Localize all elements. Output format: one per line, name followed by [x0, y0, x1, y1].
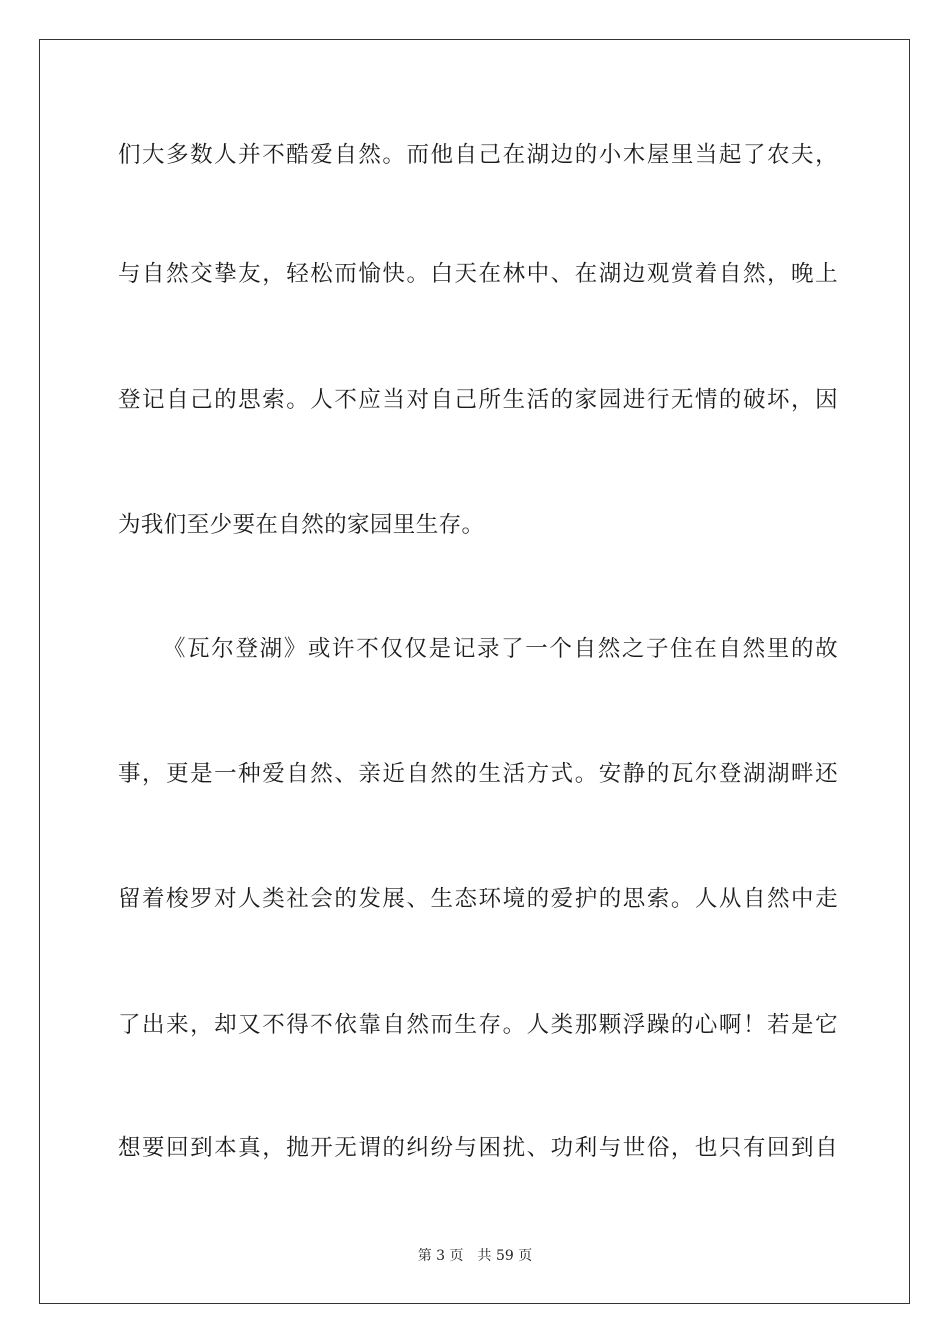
- paragraph-first-line: 《瓦尔登湖》或许不仅仅是记录了一个自然之子住在自然里的故: [163, 636, 838, 662]
- text-line: 留着梭罗对人类社会的发展、生态环境的爱护的思索。人从自然中走: [118, 886, 838, 912]
- text-line: 了出来，却又不得不依靠自然而生存。人类那颗浮躁的心啊！若是它: [118, 1012, 838, 1038]
- text-line: 与自然交挚友，轻松而愉快。白天在林中、在湖边观赏着自然，晚上: [118, 261, 838, 287]
- page-number-footer: 第 3 页 共 59 页: [417, 1248, 533, 1264]
- text-line: 想要回到本真，抛开无谓的纠纷与困扰、功利与世俗，也只有回到自: [118, 1135, 838, 1161]
- page-border: [39, 39, 910, 1304]
- text-line: 们大多数人并不酷爱自然。而他自己在湖边的小木屋里当起了农夫，: [118, 142, 838, 168]
- text-line: 为我们至少要在自然的家园里生存。: [118, 512, 485, 538]
- text-line: 事，更是一种爱自然、亲近自然的生活方式。安静的瓦尔登湖湖畔还: [118, 761, 838, 787]
- text-line: 登记自己的思索。人不应当对自己所生活的家园进行无情的破坏，因: [118, 387, 838, 413]
